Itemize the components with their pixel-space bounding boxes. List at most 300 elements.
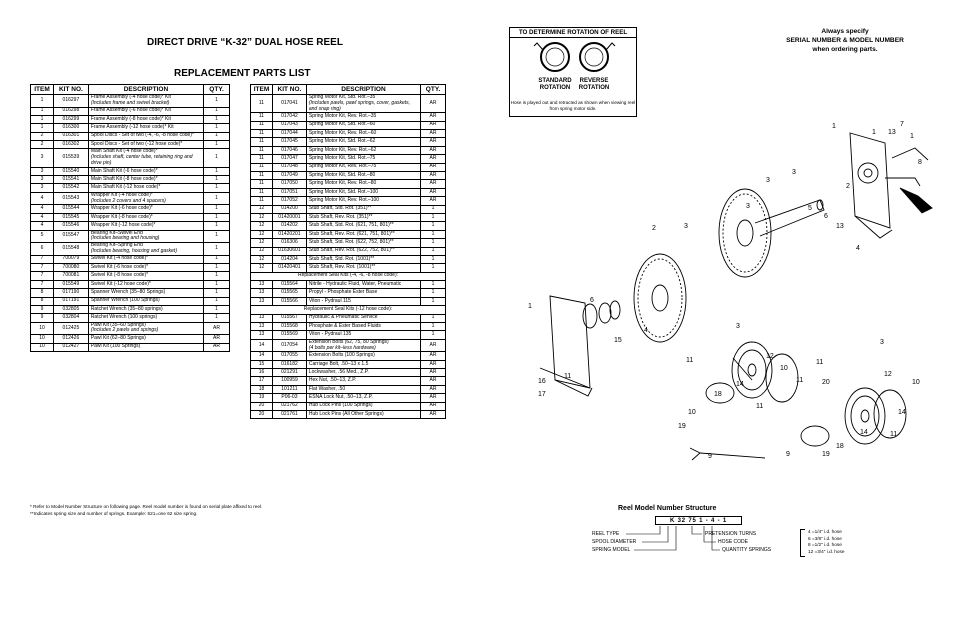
- cell-qty: 1: [421, 264, 446, 272]
- cell-kit-no: 700079: [53, 255, 88, 263]
- label-reel-type: REEL TYPE: [592, 531, 620, 537]
- cell-kit-no: 01420401: [272, 264, 306, 272]
- table-row: [251, 402, 446, 410]
- table-row: [251, 385, 446, 393]
- description-text: Hex Nut, .50–13, Z.P.: [308, 377, 357, 384]
- bearing-seals: [583, 301, 620, 328]
- callout-number: 10: [912, 379, 920, 386]
- description-text: Bearing Kit–Spring End: [90, 242, 143, 249]
- table-row: [251, 394, 446, 402]
- description-text: Main Shaft Kit (-8 hose code)*: [90, 175, 158, 182]
- table-row: [31, 115, 230, 123]
- table-row: [251, 138, 446, 146]
- table-header-row: [31, 85, 230, 95]
- cell-kit-no: 017048: [272, 163, 306, 171]
- cell-description: [306, 180, 420, 188]
- cell-qty: AR: [421, 197, 446, 205]
- cell-qty: AR: [421, 339, 446, 352]
- parts-table-right: [250, 84, 446, 419]
- frame-assembly-lower: [540, 296, 592, 396]
- cell-item: 11: [251, 121, 273, 129]
- table-row: [31, 297, 230, 305]
- cell-description: [88, 297, 203, 305]
- cell-kit-no: 014200: [272, 205, 306, 213]
- cell-item: 1: [31, 107, 54, 115]
- cell-item: 14: [251, 352, 273, 360]
- cell-description: [306, 339, 420, 352]
- cell-description: [88, 107, 203, 115]
- table-row: [31, 167, 230, 175]
- footnotes: [30, 503, 262, 517]
- cell-item: 10: [31, 343, 54, 351]
- cell-kit-no: 032804: [53, 314, 88, 322]
- cell-item: 11: [251, 180, 273, 188]
- description-subtext: (Includes bearing, housing and gasket): [90, 247, 177, 254]
- description-text: Main Shaft Kit (-12 hose code)*: [90, 184, 161, 191]
- cell-item: 13: [251, 323, 273, 331]
- hose-size-item: 12 =3/4" i.d. hose: [808, 548, 845, 554]
- footnote-model-number: * Refer to Model Number Structure on following page. Reel model number is found on serial plate affixed to reel.: [30, 504, 263, 509]
- cell-description: [306, 155, 420, 163]
- description-text: Spring Motor Kit, Std. Rot.–75: [308, 155, 376, 162]
- cell-qty: 1: [204, 132, 230, 140]
- description-text: Hydraulic & Pneumatic Service: [308, 314, 378, 321]
- description-subtext: (Includes shaft, center tube, retaining ring and drive pin): [90, 154, 193, 166]
- cell-kit-no: 016297: [53, 95, 88, 108]
- callout-number: 1: [872, 129, 876, 136]
- table-row: [31, 192, 230, 205]
- cell-qty: 1: [204, 115, 230, 123]
- table-row: [31, 149, 230, 167]
- cell-qty: 1: [204, 176, 230, 184]
- table-row: [251, 339, 446, 352]
- cell-item: 13: [251, 314, 273, 322]
- description-text: Frame Assembly (-8 hose code)* Kit: [90, 115, 171, 122]
- cell-qty: 1: [421, 297, 446, 305]
- description-subtext: (Includes pawls, pawl springs, cover, gaskets, and snap ring): [308, 99, 411, 112]
- cell-item: 13: [251, 281, 273, 289]
- cell-kit-no: 016300: [53, 124, 88, 132]
- cell-kit-no: 015547: [53, 230, 88, 243]
- callout-number: 14: [736, 381, 744, 388]
- cell-qty: 1: [204, 297, 230, 305]
- callout-number: 1: [832, 123, 836, 130]
- description-text: Frame Assembly (-12 hose code)* Kit: [90, 124, 174, 131]
- cell-kit-no: 01420001: [272, 213, 306, 221]
- cell-qty: 1: [204, 280, 230, 288]
- cell-kit-no: 014202: [272, 222, 306, 230]
- description-subtext: (Includes 2 pawls and springs): [90, 327, 159, 334]
- cell-qty: AR: [421, 360, 446, 368]
- cell-kit-no: 015541: [53, 176, 88, 184]
- description-text: Main Shaft Kit (-4 hose code)*: [90, 148, 158, 155]
- table-row: [251, 197, 446, 205]
- cell-kit-no: 017042: [272, 113, 306, 121]
- cell-qty: 1: [204, 149, 230, 167]
- cell-item: 19: [251, 394, 273, 402]
- cell-qty: 1: [421, 289, 446, 297]
- description-text: Stub Shaft, Std. Rot. (622, 752, 801)**: [308, 238, 394, 245]
- cell-item: 16: [251, 369, 273, 377]
- cell-qty: 1: [204, 222, 230, 230]
- cell-description: [306, 205, 420, 213]
- description-text: Stub Shaft, Std. Rot. (351)**: [308, 205, 372, 212]
- cell-qty: 1: [204, 205, 230, 213]
- cell-kit-no: 016182: [272, 360, 306, 368]
- cell-qty: AR: [204, 343, 230, 351]
- cell-description: [306, 360, 420, 368]
- callout-number: 19: [822, 451, 830, 458]
- cell-qty: AR: [421, 377, 446, 385]
- cell-description: [88, 115, 203, 123]
- cell-qty: 1: [204, 141, 230, 149]
- cell-kit-no: 700081: [53, 272, 88, 280]
- cell-kit-no: 100959: [272, 377, 306, 385]
- cell-qty: AR: [421, 155, 446, 163]
- cell-kit-no: P06-03: [272, 394, 306, 402]
- cell-qty: 1: [204, 314, 230, 322]
- cell-item: 6: [31, 243, 54, 256]
- cell-kit-no: 015569: [272, 331, 306, 339]
- cell-qty: 1: [421, 247, 446, 255]
- cell-kit-no: 017049: [272, 171, 306, 179]
- cell-item: 13: [251, 289, 273, 297]
- header-kit-no: KIT NO.: [53, 85, 88, 95]
- table-row: [31, 305, 230, 313]
- cell-item: 9: [31, 305, 54, 313]
- cell-description: [88, 243, 203, 256]
- table-row: [251, 155, 446, 163]
- cell-item: 11: [251, 188, 273, 196]
- cell-description: [88, 263, 203, 271]
- callout-number: 13: [836, 223, 844, 230]
- table-row: [31, 335, 230, 343]
- callout-number: 9: [708, 453, 712, 460]
- cell-item: 10: [31, 322, 54, 335]
- callout-number: 10: [688, 409, 696, 416]
- cell-qty: AR: [204, 335, 230, 343]
- table-row: [251, 264, 446, 272]
- description-text: Extension Bolts (100 Springs): [308, 352, 375, 359]
- cell-description: [306, 188, 420, 196]
- table-header-row: [251, 85, 446, 95]
- cell-item: 2: [31, 141, 54, 149]
- header-item: ITEM: [31, 85, 54, 95]
- cell-qty: 1: [204, 243, 230, 256]
- description-subtext: (4 bolts per kit–less hardware): [308, 344, 376, 351]
- description-text: Extension Bolts (62, 75, 80 Springs): [308, 338, 389, 345]
- callout-number: 3: [746, 203, 750, 210]
- cell-kit-no: 017191: [53, 297, 88, 305]
- table-row: [31, 280, 230, 288]
- cell-description: [88, 132, 203, 140]
- cell-kit-no: 01630601: [272, 247, 306, 255]
- cell-description: [88, 230, 203, 243]
- cell-item: 11: [251, 155, 273, 163]
- cell-kit-no: 700080: [53, 263, 88, 271]
- cell-description: [88, 272, 203, 280]
- callout-number: 18: [836, 443, 844, 450]
- label-spool-diameter: SPOOL DIAMETER: [592, 539, 637, 545]
- cell-kit-no: 016302: [53, 141, 88, 149]
- table-row: [251, 323, 446, 331]
- cell-description: [88, 192, 203, 205]
- cell-description: [88, 289, 203, 297]
- cell-qty: 1: [421, 314, 446, 322]
- cell-item: 4: [31, 205, 54, 213]
- callout-number: 11: [796, 377, 804, 384]
- description-text: Nitrile - Hydraulic Fluid, Water, Pneumatic: [308, 280, 402, 287]
- cell-qty: 1: [421, 222, 446, 230]
- cell-description: [306, 95, 420, 113]
- description-text: Wrapper Kit (-12 hose code)*: [90, 221, 156, 228]
- cell-description: [306, 255, 420, 263]
- cell-item: 10: [31, 335, 54, 343]
- parts-table-left: [30, 84, 230, 352]
- cell-item: 2: [31, 132, 54, 140]
- callout-number: 13: [888, 129, 896, 136]
- cell-item: 20: [251, 411, 273, 419]
- description-text: Spool Discs - Set of two (-12 hose code)*: [90, 140, 183, 147]
- cell-item: 12: [251, 205, 273, 213]
- callout-number: 11: [756, 403, 764, 410]
- cell-kit-no: 017044: [272, 130, 306, 138]
- cell-kit-no: 017055: [272, 352, 306, 360]
- cell-kit-no: 015565: [272, 289, 306, 297]
- cell-item: 1: [31, 115, 54, 123]
- page-title: DIRECT DRIVE “K-32” DUAL HOSE REEL: [147, 37, 343, 48]
- callout-number: 15: [614, 337, 622, 344]
- ordering-notice: [770, 28, 920, 55]
- cell-item: 11: [251, 130, 273, 138]
- callout-number: 19: [678, 423, 686, 430]
- cell-description: [88, 335, 203, 343]
- cell-qty: AR: [421, 146, 446, 154]
- description-text: Propyl - Phosphate Ester Base: [308, 289, 378, 296]
- hose-code-bracket: [800, 529, 805, 557]
- label-spring-model: SPRING MODEL: [592, 547, 631, 553]
- cell-kit-no: 016306: [272, 239, 306, 247]
- callout-number: 1: [910, 133, 914, 140]
- cell-item: 12: [251, 222, 273, 230]
- cell-description: [306, 402, 420, 410]
- cell-kit-no: 015564: [272, 281, 306, 289]
- table-row: [31, 289, 230, 297]
- cell-item: 11: [251, 163, 273, 171]
- callout-number: 10: [780, 365, 788, 372]
- cell-kit-no: 016299: [53, 115, 88, 123]
- cell-item: 11: [251, 113, 273, 121]
- cell-item: 1: [31, 124, 54, 132]
- callout-number: 4: [856, 245, 860, 252]
- callout-number: 6: [590, 297, 594, 304]
- callout-number: 3: [684, 223, 688, 230]
- description-text: Viton - Pydraul 135: [308, 331, 352, 338]
- cell-item: 13: [251, 297, 273, 305]
- description-text: Lockwasher, .56 Med., Z.P.: [308, 368, 369, 375]
- cell-kit-no: 015568: [272, 323, 306, 331]
- cell-description: [88, 255, 203, 263]
- cell-item: 3: [31, 184, 54, 192]
- cell-item: 12: [251, 247, 273, 255]
- cell-item: 12: [251, 213, 273, 221]
- cell-item: 4: [31, 213, 54, 221]
- callout-number: 18: [714, 391, 722, 398]
- cell-item: 8: [31, 289, 54, 297]
- description-text: Phosphate & Ester Based Fluids: [308, 322, 381, 329]
- diagram-callouts: [528, 121, 922, 460]
- swivel-assembly: [885, 148, 932, 213]
- cell-qty: 1: [204, 272, 230, 280]
- hose-size-list: [808, 529, 844, 555]
- cell-kit-no: 015567: [272, 314, 306, 322]
- description-text: ESNA Lock Nut, .50–13, Z.P.: [308, 394, 373, 401]
- standard-rotation-label: STANDARD ROTATION: [538, 78, 572, 92]
- description-text: Carriage Bolt, .50–13 x 1.5: [308, 360, 369, 367]
- cell-qty: 1: [204, 167, 230, 175]
- cell-kit-no: 017045: [272, 138, 306, 146]
- ordering-line-3: when ordering parts.: [812, 45, 878, 53]
- cell-description: [88, 343, 203, 351]
- table-row: [251, 352, 446, 360]
- cell-qty: 1: [204, 95, 230, 108]
- table-row: [31, 176, 230, 184]
- cell-qty: AR: [421, 394, 446, 402]
- description-text: Stub Shaft, Std. Rot. (1001)**: [308, 255, 375, 262]
- cell-qty: AR: [421, 352, 446, 360]
- cell-item: 11: [251, 138, 273, 146]
- cell-description: [306, 385, 420, 393]
- cell-qty: AR: [204, 322, 230, 335]
- cell-qty: 1: [421, 205, 446, 213]
- header-qty: QTY.: [204, 85, 230, 95]
- cell-kit-no: 015542: [53, 184, 88, 192]
- cell-description: [306, 369, 420, 377]
- frame-assembly-upper: [850, 133, 892, 238]
- description-text: Frame Assembly (-6 hose code)* Kit: [90, 107, 171, 114]
- rotation-box: [509, 27, 637, 117]
- callout-number: 7: [900, 121, 904, 128]
- description-subtext: (Includes frame and swivel bracket): [90, 99, 170, 106]
- cell-qty: 1: [421, 281, 446, 289]
- callout-number: 14: [860, 429, 868, 436]
- callout-number: 3: [792, 169, 796, 176]
- table-row: [31, 205, 230, 213]
- cell-description: [88, 213, 203, 221]
- callout-number: 11: [686, 357, 694, 364]
- table-row: [31, 243, 230, 256]
- callout-number: 6: [824, 213, 828, 220]
- cell-qty: 1: [204, 213, 230, 221]
- cell-item: 7: [31, 263, 54, 271]
- callout-number: 2: [846, 183, 850, 190]
- cell-kit-no: 017050: [272, 180, 306, 188]
- cell-item: 17: [251, 377, 273, 385]
- table-row: [251, 95, 446, 113]
- cell-description: [306, 323, 420, 331]
- cell-qty: AR: [421, 138, 446, 146]
- label-pretension-turns: PRETENSION TURNS: [705, 531, 757, 537]
- callout-number: 11: [564, 373, 572, 380]
- rotation-diagram: [510, 38, 638, 74]
- callout-number: 16: [538, 378, 546, 385]
- table-row: [251, 213, 446, 221]
- cell-kit-no: 01420201: [272, 230, 306, 238]
- table-row: [31, 343, 230, 351]
- table-row: [251, 289, 446, 297]
- table-row: [251, 281, 446, 289]
- table-row: [251, 188, 446, 196]
- cell-kit-no: 017046: [272, 146, 306, 154]
- callout-number: 5: [808, 205, 812, 212]
- description-text: Spring Motor Kit, Rev. Rot.–100: [308, 196, 380, 203]
- callout-number: 8: [918, 159, 922, 166]
- description-text: Spring Motor Kit, Std. Rot.–100: [308, 188, 379, 195]
- table-row: [251, 222, 446, 230]
- cell-kit-no: 032805: [53, 305, 88, 313]
- table-row: [251, 247, 446, 255]
- footnote-spring-size: **Indicates spring size and number of springs. Example: 621=one 62 size spring.: [30, 511, 198, 517]
- table-row: [251, 255, 446, 263]
- table-row: [251, 205, 446, 213]
- cell-item: 11: [251, 171, 273, 179]
- description-text: Wrapper Kit (-8 hose code)*: [90, 213, 153, 220]
- cell-qty: AR: [421, 113, 446, 121]
- cell-item: 12: [251, 264, 273, 272]
- exploded-parts-diagram: [520, 118, 940, 478]
- cell-item: 8: [31, 297, 54, 305]
- rotation-title: TO DETERMINE ROTATION OF REEL: [510, 28, 636, 38]
- cell-kit-no: 017041: [272, 95, 306, 113]
- hose-size-item: 8 =1/2" i.d. hose: [808, 542, 842, 548]
- cell-kit-no: 016298: [53, 107, 88, 115]
- cell-description: [306, 171, 420, 179]
- callout-number: 11: [816, 359, 824, 366]
- cell-qty: 1: [204, 230, 230, 243]
- description-text: Frame Assembly (-4 hose code)* Kit: [90, 94, 171, 100]
- cell-item: 13: [251, 331, 273, 339]
- cell-qty: AR: [421, 188, 446, 196]
- cell-qty: 1: [421, 239, 446, 247]
- table-row: [31, 124, 230, 132]
- table-section-label: Replacement Seal Kits (-12 hose code):: [251, 306, 446, 314]
- cell-description: [88, 305, 203, 313]
- cell-item: 18: [251, 385, 273, 393]
- table-row: [31, 263, 230, 271]
- cell-item: 11: [251, 197, 273, 205]
- callout-number: 12: [884, 371, 892, 378]
- table-row: [251, 163, 446, 171]
- cell-description: [306, 163, 420, 171]
- description-text: Swivel Kit (-12 hose code)*: [90, 280, 151, 287]
- table-row: [31, 322, 230, 335]
- table-row: [31, 255, 230, 263]
- cell-kit-no: 015546: [53, 222, 88, 230]
- reverse-rotation-icon: [580, 43, 615, 71]
- table-row: [251, 306, 446, 314]
- table-row: [31, 272, 230, 280]
- description-text: Ratchet Wrench (35–80 springs): [90, 305, 163, 312]
- cell-qty: 1: [204, 192, 230, 205]
- cell-item: 11: [251, 146, 273, 154]
- callout-number: 3: [766, 177, 770, 184]
- description-text: Spring Motor Kit, Rev. Rot.–75: [308, 163, 377, 170]
- cell-description: [306, 297, 420, 305]
- spool-disc-second: [634, 254, 686, 342]
- cell-qty: 1: [204, 124, 230, 132]
- cell-item: 7: [31, 280, 54, 288]
- cell-kit-no: 015544: [53, 205, 88, 213]
